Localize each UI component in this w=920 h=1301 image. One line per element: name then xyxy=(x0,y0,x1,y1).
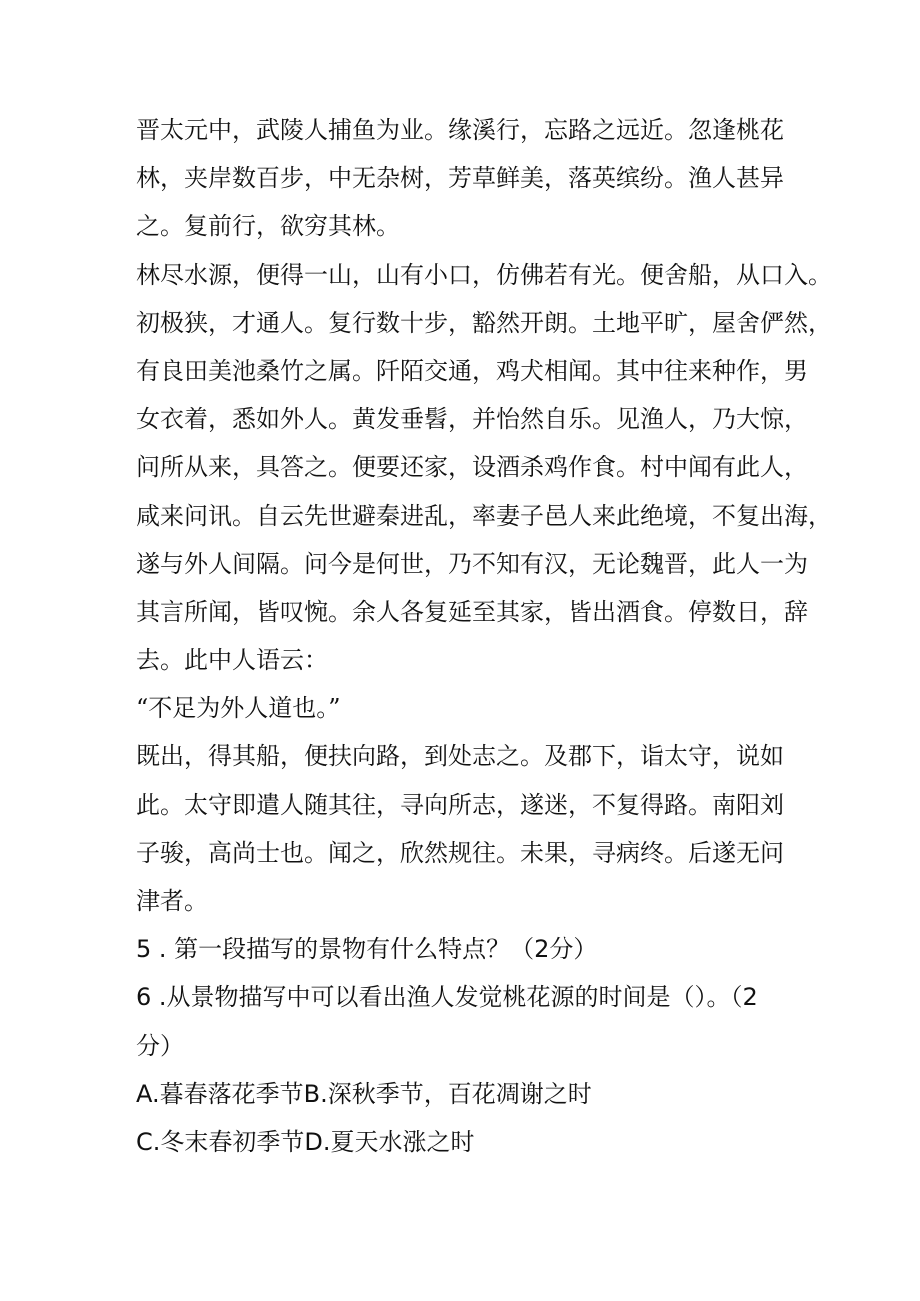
passage-line: 之。复前行，欲穷其林。 xyxy=(136,212,400,241)
passage-line: 林，夹岸数百步，中无杂树，芳草鲜美，落英缤纷。渔人甚异 xyxy=(136,164,784,193)
passage-line: 遂与外人间隔。问今是何世，乃不知有汉，无论魏晋，此人一为 xyxy=(136,549,808,578)
passage-line: 林尽水源，便得一山，山有小口，仿佛若有光。便舍船，从口入。 xyxy=(136,260,832,289)
passage-line: 初极狭，才通人。复行数十步，豁然开朗。土地平旷，屋舍俨然， xyxy=(136,308,832,337)
passage-line: 子骏，高尚士也。闻之，欣然规往。未果，寻病终。后遂无问 xyxy=(136,838,784,867)
answer-options-row-1: A.暮春落花季节B.深秋季节，百花凋谢之时 xyxy=(136,1079,592,1108)
passage-line: 女衣着，悉如外人。黄发垂髫，并怡然自乐。见渔人，乃大惊， xyxy=(136,405,808,434)
question-6-continued: 分） xyxy=(136,1031,184,1060)
passage-line: 此。太守即遣人随其往，寻向所志，遂迷，不复得路。南阳刘 xyxy=(136,790,784,819)
passage-line: 既出，得其船，便扶向路，到处志之。及郡下，诣太守，说如 xyxy=(136,742,784,771)
passage-line: 咸来问讯。自云先世避秦进乱，率妻子邑人来此绝境，不复出海， xyxy=(136,501,832,530)
passage-line: 其言所闻，皆叹惋。余人各复延至其家，皆出酒食。停数日，辞 xyxy=(136,597,808,626)
answer-options-row-2: C.冬末春初季节D.夏天水涨之时 xyxy=(136,1127,475,1156)
question-6: 6 .从景物描写中可以看出渔人发觉桃花源的时间是（）。（2 xyxy=(136,983,758,1012)
question-5: 5 . 第一段描写的景物有什么特点？（2分） xyxy=(136,935,598,964)
passage-line: 问所从来，具答之。便要还家，设酒杀鸡作食。村中闻有此人， xyxy=(136,453,808,482)
passage-line: 去。此中人语云： xyxy=(136,646,328,675)
passage-quote-line: “不足为外人道也。” xyxy=(136,694,341,723)
passage-line: 津者。 xyxy=(136,887,208,915)
document-body xyxy=(136,106,832,1166)
passage-line: 晋太元中，武陵人捕鱼为业。缘溪行，忘路之远近。忽逢桃花 xyxy=(136,116,784,144)
passage-line: 有良田美池桑竹之属。阡陌交通，鸡犬相闻。其中往来种作，男 xyxy=(136,356,808,385)
